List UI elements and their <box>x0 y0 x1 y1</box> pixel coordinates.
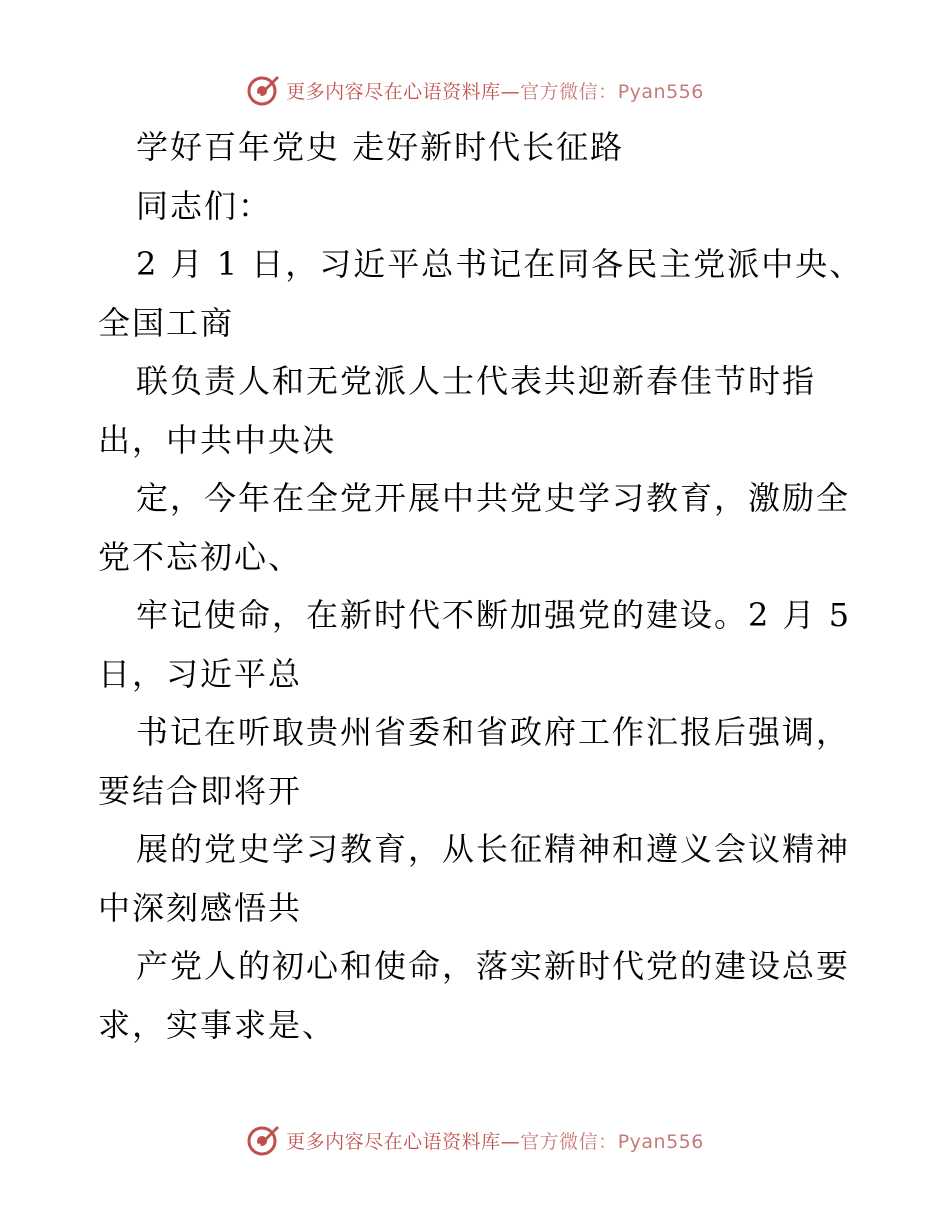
logo-pen-icon <box>246 1123 280 1157</box>
document-title: 学好百年党史 走好新时代长征路 <box>136 128 625 166</box>
wechat-id: Pyan556 <box>617 1130 704 1153</box>
salutation: 同志们： <box>136 186 273 225</box>
text-line: 展的党史学习教育，从长征精神和遵义会议精神 <box>136 830 851 868</box>
text-line: 全国工商 <box>98 303 235 342</box>
footer-banner <box>0 1118 950 1162</box>
text-line: 中深刻感悟共 <box>98 888 303 927</box>
footer-banner-text: 更多内容尽在心语资料库—官方微信：Pyan556 <box>286 1130 704 1153</box>
text-line: 求，实事求是、 <box>98 1005 337 1044</box>
text-line: 联负责人和无党派人士代表共迎新春佳节时指 <box>136 362 817 400</box>
header-banner-text: 更多内容尽在心语资料库—官方微信：Pyan556 <box>286 80 704 103</box>
text-line: 牢记使命，在新时代不断加强党的建设。2 月 5 <box>136 596 852 634</box>
text-line: 2 月 1 日，习近平总书记在同各民主党派中央、 <box>136 245 864 283</box>
text-line: 日，习近平总 <box>98 654 303 693</box>
document-body <box>98 118 864 1054</box>
logo-pen-icon <box>246 73 280 107</box>
text-line: 定，今年在全党开展中共党史学习教育，激励全 <box>136 479 851 517</box>
wechat-id: Pyan556 <box>617 80 704 103</box>
text-line: 出，中共中央决 <box>98 420 337 459</box>
text-line: 产党人的初心和使命，落实新时代党的建设总要 <box>136 947 851 985</box>
header-banner <box>0 68 950 112</box>
text-line: 党不忘初心、 <box>98 537 303 576</box>
text-line: 书记在听取贵州省委和省政府工作汇报后强调， <box>136 713 851 751</box>
text-line: 要结合即将开 <box>98 771 303 810</box>
